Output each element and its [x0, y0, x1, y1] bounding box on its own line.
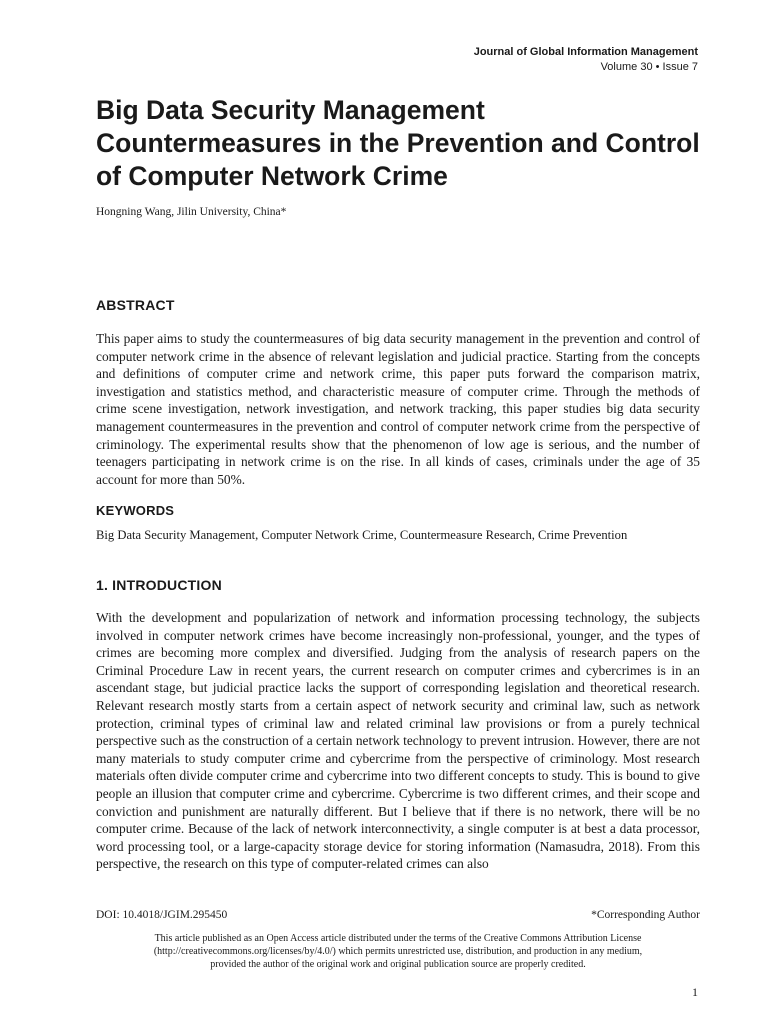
keywords-heading: KEYWORDS: [96, 503, 175, 518]
introduction-text: With the development and popularization of network and information processing technology, the subjects involved in computer network crimes have become increasingly non-professional, younger, and the types of crimes are becoming more complex and diversified. Judging from the analysis of research papers on the Criminal Procedure Law in recent years, the current research on computer crimes and cybercrimes is in an ascendant stage, but judicial practice lacks the support of corresponding legislation and theoretical research. Relevant research mostly starts from a certain aspect of network security and criminal law, such as network protection, criminal types of criminal law and related criminal law provisions or from a purely technical perspective such as the construction of a certain network technology to prevent intrusion. However, there are not many materials to study computer crime and cybercrime from the perspective of criminology. Most research materials often divide computer crime and cybercrime into two different concepts to study. This is bound to give people an illusion that computer crime and cybercrime. Cybercrime is two different crimes, and their scope and conviction and punishment are naturally different. But I believe that if there is no network, there will be no computer crime. Because of the lack of network interconnectivity, a single computer is at best a data processor, word processing tool, or a large-capacity storage device for storing information (Namasudra, 2018). From this perspective, the research on this type of computer-related crimes can also: [96, 610, 700, 872]
doi-link[interactable]: DOI: 10.4018/JGIM.295450: [96, 909, 228, 921]
license-notice: [96, 932, 700, 971]
page-number: 1: [692, 985, 698, 999]
license-line[interactable]: (http://creativecommons.org/licenses/by/4.0/) which permits unrestricted use, distribution, and production in any medium,: [153, 946, 643, 957]
abstract-text: This paper aims to study the countermeasures of big data security management in the prevention and control of computer network crime in the absence of relevant legislation and judicial practice. Starting from the concepts and definitions of computer crime and network crime, this paper puts forward the comparison matrix, investigation and statistics method, and characteristic measure of computer crime. Through the methods of crime scene investigation, network investigation, and network tracking, this paper studies big data security management countermeasures in the prevention and control of computer network crime from the perspective of criminology. The experimental results show that the phenomenon of low age is serious, and the number of teenagers participating in network crime is on the rise. In all kinds of cases, criminals under the age of 35 account for more than 50%.: [96, 331, 700, 487]
journal-name: Journal of Global Information Management: [473, 46, 698, 58]
paper-title: Big Data Security Management Countermeasures in the Prevention and Control of Computer Network Crime: [96, 95, 700, 191]
keywords-text: Big Data Security Management, Computer Network Crime, Countermeasure Research, Crime Prevention: [96, 528, 628, 542]
journal-header: [474, 45, 698, 75]
corresponding-author-note: *Corresponding Author: [591, 909, 700, 921]
introduction-heading: 1. INTRODUCTION: [96, 577, 222, 593]
abstract-heading: ABSTRACT: [96, 297, 175, 313]
author-affiliation: Hongning Wang, Jilin University, China*: [96, 206, 287, 218]
journal-volume-issue: Volume 30 • Issue 7: [600, 61, 698, 73]
license-line: This article published as an Open Access article distributed under the terms of the Creative Commons Attribution License: [154, 933, 642, 944]
license-line: provided the author of the original work and original publication source are properly credited.: [210, 959, 586, 970]
